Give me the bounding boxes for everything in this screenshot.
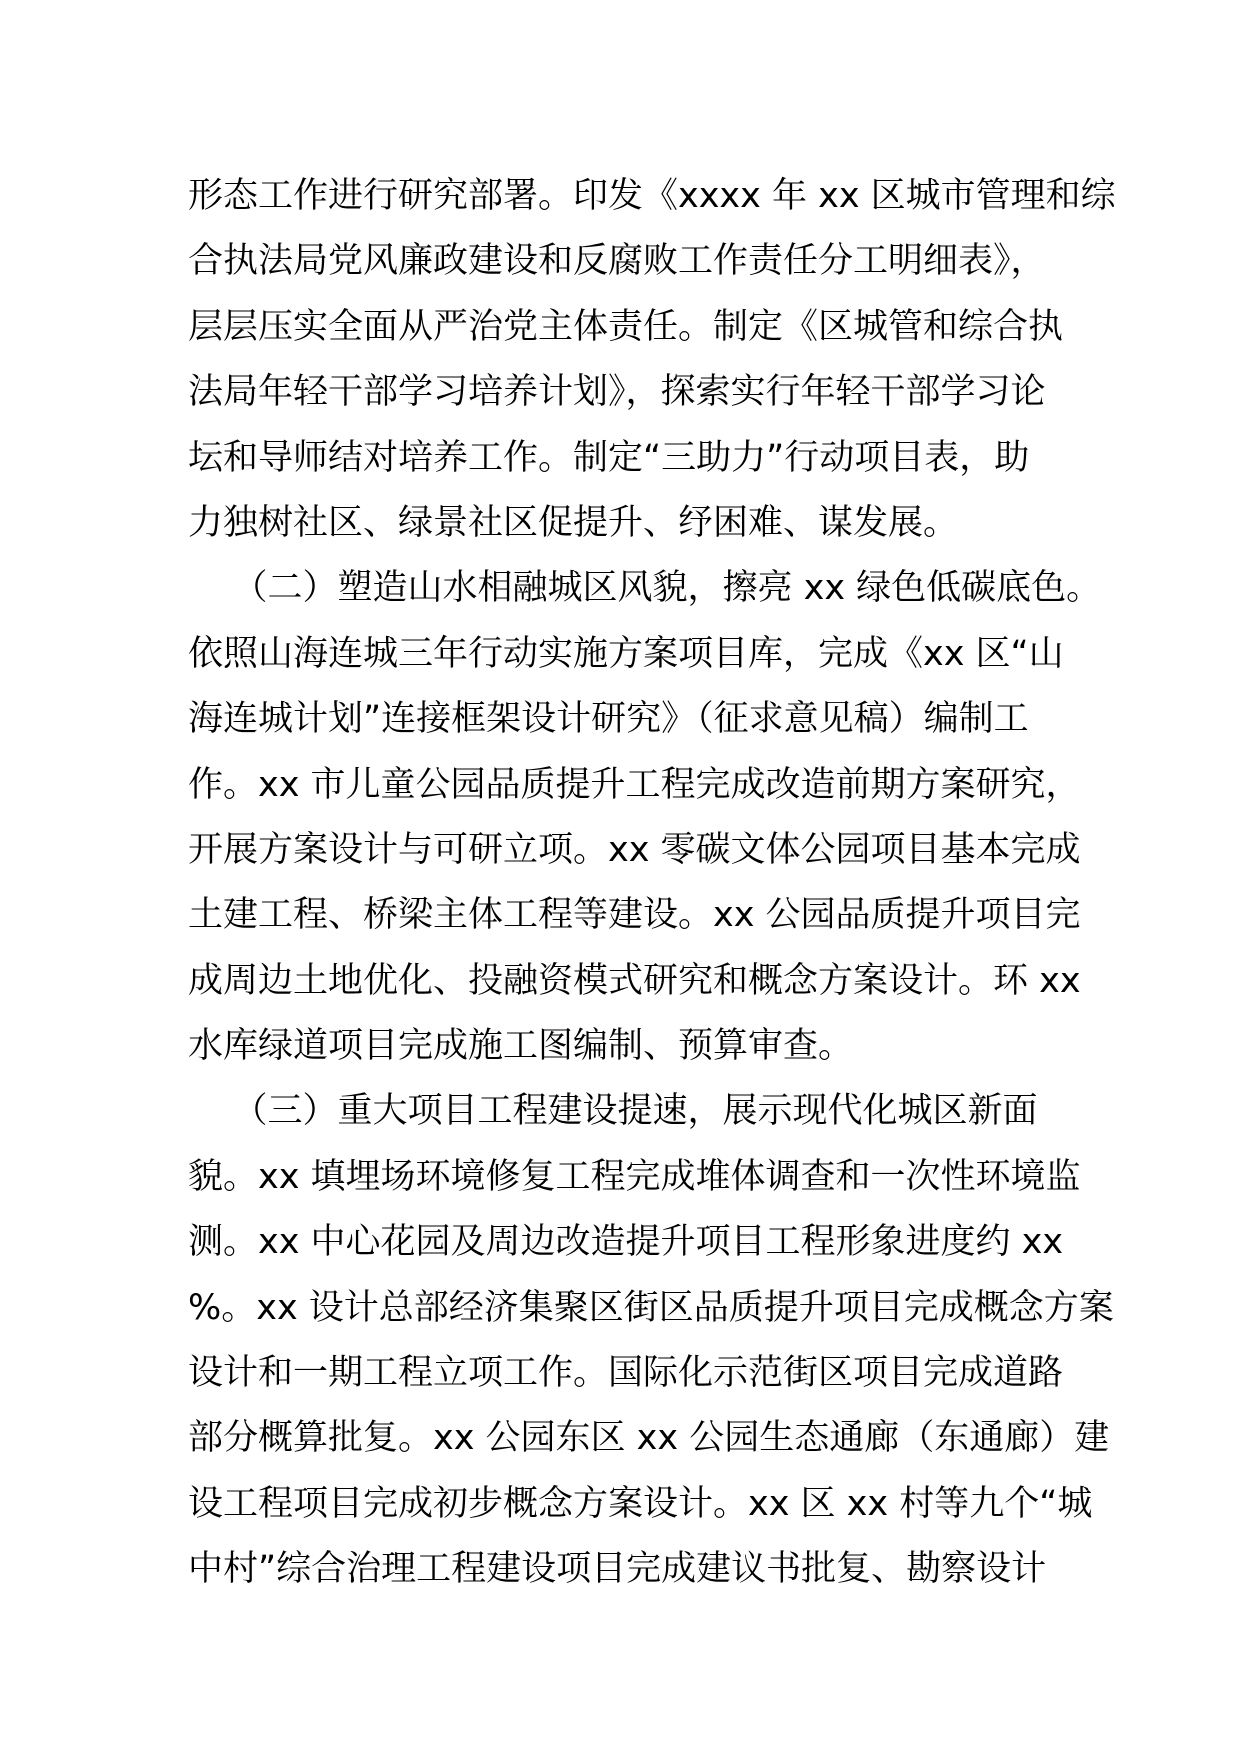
- text-line: 层层压实全面从严治党主体责任。制定《区城管和综合执: [188, 306, 1064, 347]
- text-line: 力独树社区、绿景社区促提升、纾困难、谋发展。: [188, 502, 959, 543]
- text-line: 设计和一期工程立项工作。国际化示范街区项目完成道路: [188, 1353, 1064, 1394]
- text-line: 中村”综合治理工程建设项目完成建议书批复、勘察设计: [188, 1549, 1047, 1590]
- text-line: 部分概算批复。xx 公园东区 xx 公园生态通廊（东通廊）建: [188, 1418, 1110, 1459]
- text-line: 成周边土地优化、投融资模式研究和概念方案设计。环 xx: [188, 960, 1081, 1001]
- text-line: 形态工作进行研究部署。印发《xxxx 年 xx 区城市管理和综: [188, 176, 1116, 216]
- text-line: 貌。xx 填埋场环境修复工程完成堆体调查和一次性环境监: [188, 1156, 1081, 1197]
- text-line: 法局年轻干部学习培养计划》，探索实行年轻干部学习论: [188, 372, 1046, 413]
- text-line: 坛和导师结对培养工作。制定“三助力”行动项目表，助: [188, 437, 1030, 478]
- text-line: 开展方案设计与可研立项。xx 零碳文体公园项目基本完成: [188, 829, 1081, 870]
- text-line: 海连城计划”连接框架设计研究》（征求意见稿）编制工: [188, 699, 1029, 740]
- text-line: 设工程项目完成初步概念方案设计。xx 区 xx 村等九个“城: [188, 1483, 1093, 1524]
- text-line: 测。xx 中心花园及周边改造提升项目工程形象进度约 xx: [188, 1222, 1064, 1263]
- text-line: 作。xx 市儿童公园品质提升工程完成改造前期方案研究，: [188, 764, 1081, 805]
- text-line: 合执法局党风廉政建设和反腐败工作责任分工明细表》，: [188, 241, 1046, 282]
- text-line: 土建工程、桥梁主体工程等建设。xx 公园品质提升项目完: [188, 895, 1081, 936]
- section-heading-line: （三）重大项目工程建设提速，展示现代化城区新面: [188, 1091, 1038, 1132]
- document-body: [188, 164, 1116, 1603]
- text-line: 依照山海连城三年行动实施方案项目库，完成《xx 区“山: [188, 633, 1064, 674]
- section-heading-line: （二）塑造山水相融城区风貌，擦亮 xx 绿色低碳底色。: [188, 568, 1102, 609]
- text-line: 水库绿道项目完成施工图编制、预算审查。: [188, 1026, 854, 1067]
- text-line: %。xx 设计总部经济集聚区街区品质提升项目完成概念方案: [188, 1287, 1114, 1328]
